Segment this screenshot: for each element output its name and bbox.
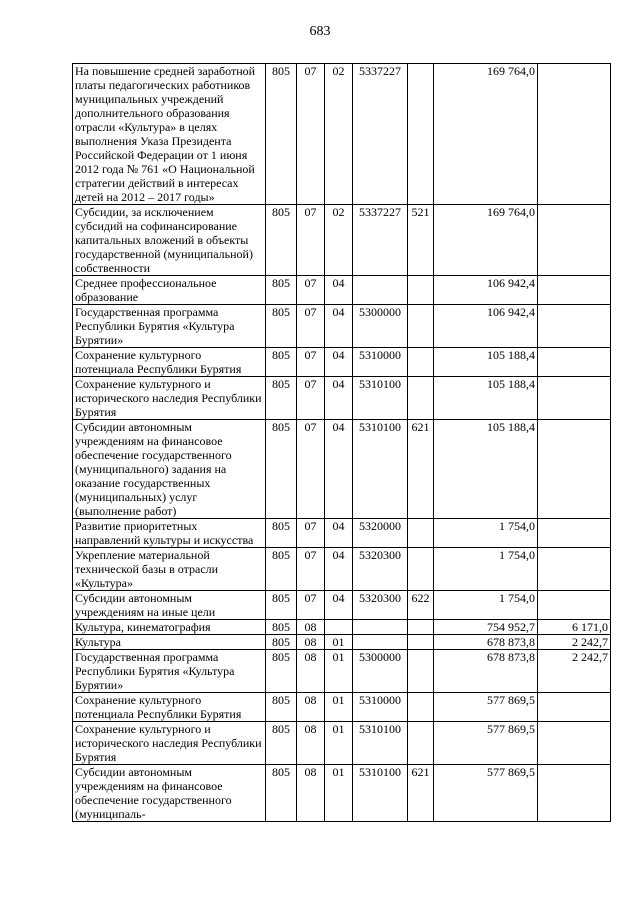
- table-row: [73, 722, 611, 765]
- cell-target-article: 5320300: [353, 548, 408, 591]
- cell-amount-extra: [538, 765, 611, 822]
- cell-expense-type: [408, 620, 434, 635]
- cell-amount-extra: [538, 276, 611, 305]
- cell-target-article: 5310100: [353, 765, 408, 822]
- cell-expense-type: [408, 722, 434, 765]
- cell-subsection: 04: [325, 548, 353, 591]
- cell-amount: 1 754,0: [434, 519, 538, 548]
- table-row: [73, 635, 611, 650]
- cell-target-article: 5300000: [353, 305, 408, 348]
- cell-grbs: 805: [266, 519, 297, 548]
- cell-grbs: 805: [266, 765, 297, 822]
- table-row: [73, 420, 611, 519]
- cell-target-article: 5310100: [353, 420, 408, 519]
- cell-section: 08: [297, 765, 325, 822]
- cell-section: 07: [297, 591, 325, 620]
- cell-section: 07: [297, 64, 325, 205]
- cell-name: Сохранение культурного и исторического наследия Республики Бурятия: [73, 722, 266, 765]
- cell-subsection: 04: [325, 305, 353, 348]
- cell-amount-extra: [538, 722, 611, 765]
- cell-target-article: 5310100: [353, 377, 408, 420]
- cell-expense-type: [408, 348, 434, 377]
- cell-subsection: 04: [325, 377, 353, 420]
- cell-amount: 169 764,0: [434, 64, 538, 205]
- cell-section: 08: [297, 620, 325, 635]
- cell-target-article: [353, 620, 408, 635]
- table-row: [73, 377, 611, 420]
- cell-amount: 678 873,8: [434, 650, 538, 693]
- cell-section: 07: [297, 420, 325, 519]
- cell-target-article: 5310100: [353, 722, 408, 765]
- cell-expense-type: [408, 276, 434, 305]
- table-row: [73, 650, 611, 693]
- cell-grbs: 805: [266, 305, 297, 348]
- cell-expense-type: 621: [408, 765, 434, 822]
- cell-amount: 105 188,4: [434, 420, 538, 519]
- cell-amount: 106 942,4: [434, 305, 538, 348]
- table-row: [73, 305, 611, 348]
- cell-expense-type: 622: [408, 591, 434, 620]
- cell-target-article: 5320300: [353, 591, 408, 620]
- table-row: [73, 205, 611, 276]
- cell-expense-type: [408, 635, 434, 650]
- cell-section: 08: [297, 693, 325, 722]
- cell-subsection: 01: [325, 693, 353, 722]
- cell-expense-type: 621: [408, 420, 434, 519]
- cell-name: Укрепление материальной технической базы в отрасли «Культура»: [73, 548, 266, 591]
- cell-grbs: 805: [266, 722, 297, 765]
- cell-subsection: 04: [325, 591, 353, 620]
- cell-amount-extra: [538, 205, 611, 276]
- cell-amount-extra: [538, 420, 611, 519]
- cell-grbs: 805: [266, 276, 297, 305]
- cell-target-article: 5310000: [353, 693, 408, 722]
- table-row: [73, 591, 611, 620]
- cell-amount-extra: [538, 305, 611, 348]
- cell-subsection: [325, 620, 353, 635]
- cell-amount: 1 754,0: [434, 591, 538, 620]
- cell-name: Субсидии автономным учреждениям на финансовое обеспечение государственного (муниципального) задания на оказание государственных (муниципальных) услуг (выполнение работ): [73, 420, 266, 519]
- cell-target-article: 5300000: [353, 650, 408, 693]
- cell-name: Культура: [73, 635, 266, 650]
- cell-grbs: 805: [266, 635, 297, 650]
- cell-amount-extra: [538, 348, 611, 377]
- cell-name: Государственная программа Республики Бурятия «Культура Бурятии»: [73, 650, 266, 693]
- cell-subsection: 04: [325, 519, 353, 548]
- cell-subsection: 01: [325, 722, 353, 765]
- cell-expense-type: [408, 519, 434, 548]
- cell-amount: 169 764,0: [434, 205, 538, 276]
- cell-amount-extra: 2 242,7: [538, 650, 611, 693]
- cell-section: 08: [297, 650, 325, 693]
- cell-section: 07: [297, 348, 325, 377]
- cell-name: Сохранение культурного и исторического наследия Республики Бурятия: [73, 377, 266, 420]
- cell-grbs: 805: [266, 377, 297, 420]
- cell-amount: 754 952,7: [434, 620, 538, 635]
- cell-section: 07: [297, 205, 325, 276]
- cell-amount: 105 188,4: [434, 348, 538, 377]
- cell-name: Субсидии автономным учреждениям на финансовое обеспечение государственного (муниципаль-: [73, 765, 266, 822]
- cell-name: Государственная программа Республики Бурятия «Культура Бурятии»: [73, 305, 266, 348]
- cell-name: Субсидии автономным учреждениям на иные цели: [73, 591, 266, 620]
- cell-amount: 678 873,8: [434, 635, 538, 650]
- cell-subsection: 04: [325, 420, 353, 519]
- cell-grbs: 805: [266, 64, 297, 205]
- cell-section: 07: [297, 519, 325, 548]
- table-row: [73, 620, 611, 635]
- cell-amount-extra: [538, 548, 611, 591]
- table-row: [73, 64, 611, 205]
- budget-table-body: [73, 64, 611, 822]
- cell-grbs: 805: [266, 650, 297, 693]
- cell-amount: 577 869,5: [434, 722, 538, 765]
- cell-grbs: 805: [266, 548, 297, 591]
- cell-section: 07: [297, 305, 325, 348]
- cell-grbs: 805: [266, 420, 297, 519]
- cell-subsection: 02: [325, 205, 353, 276]
- table-row: [73, 276, 611, 305]
- cell-target-article: [353, 635, 408, 650]
- cell-subsection: 04: [325, 348, 353, 377]
- cell-section: 08: [297, 635, 325, 650]
- cell-grbs: 805: [266, 591, 297, 620]
- cell-amount: 106 942,4: [434, 276, 538, 305]
- cell-name: Культура, кинематография: [73, 620, 266, 635]
- cell-name: На повышение средней заработной платы педагогических работников муниципальных учреждений дополнительного образования отрасли «Культура» в целях выполнения Указа Президента Российской Федерации от 1 июня 2012 года № 761 «О Национальной стратегии действий в интересах детей на 2012 – 2017 годы»: [73, 64, 266, 205]
- cell-amount: 105 188,4: [434, 377, 538, 420]
- cell-expense-type: [408, 377, 434, 420]
- cell-amount-extra: [538, 591, 611, 620]
- cell-name: Развитие приоритетных направлений культуры и искусства: [73, 519, 266, 548]
- cell-expense-type: [408, 548, 434, 591]
- cell-subsection: 04: [325, 276, 353, 305]
- cell-amount-extra: [538, 519, 611, 548]
- cell-section: 08: [297, 722, 325, 765]
- cell-amount: 577 869,5: [434, 765, 538, 822]
- cell-amount-extra: 2 242,7: [538, 635, 611, 650]
- table-row: [73, 348, 611, 377]
- cell-expense-type: [408, 64, 434, 205]
- cell-section: 07: [297, 377, 325, 420]
- table-row: [73, 519, 611, 548]
- cell-grbs: 805: [266, 620, 297, 635]
- cell-name: Сохранение культурного потенциала Республики Бурятия: [73, 348, 266, 377]
- cell-target-article: 5337227: [353, 64, 408, 205]
- cell-section: 07: [297, 548, 325, 591]
- cell-subsection: 01: [325, 650, 353, 693]
- cell-subsection: 01: [325, 765, 353, 822]
- cell-amount-extra: 6 171,0: [538, 620, 611, 635]
- cell-section: 07: [297, 276, 325, 305]
- cell-subsection: 01: [325, 635, 353, 650]
- cell-subsection: 02: [325, 64, 353, 205]
- cell-amount: 1 754,0: [434, 548, 538, 591]
- cell-name: Сохранение культурного потенциала Республики Бурятия: [73, 693, 266, 722]
- cell-grbs: 805: [266, 348, 297, 377]
- cell-name: Среднее профессиональное образование: [73, 276, 266, 305]
- table-row: [73, 548, 611, 591]
- cell-target-article: 5320000: [353, 519, 408, 548]
- cell-amount: 577 869,5: [434, 693, 538, 722]
- cell-expense-type: [408, 693, 434, 722]
- cell-grbs: 805: [266, 205, 297, 276]
- cell-expense-type: [408, 305, 434, 348]
- table-row: [73, 693, 611, 722]
- table-row: [73, 765, 611, 822]
- cell-target-article: 5337227: [353, 205, 408, 276]
- cell-target-article: 5310000: [353, 348, 408, 377]
- cell-grbs: 805: [266, 693, 297, 722]
- cell-amount-extra: [538, 377, 611, 420]
- budget-table: [72, 63, 611, 822]
- cell-expense-type: [408, 650, 434, 693]
- cell-target-article: [353, 276, 408, 305]
- cell-amount-extra: [538, 693, 611, 722]
- cell-amount-extra: [538, 64, 611, 205]
- cell-expense-type: 521: [408, 205, 434, 276]
- cell-name: Субсидии, за исключением субсидий на софинансирование капитальных вложений в объекты государственной (муниципальной) собственности: [73, 205, 266, 276]
- page-number: 683: [309, 24, 331, 39]
